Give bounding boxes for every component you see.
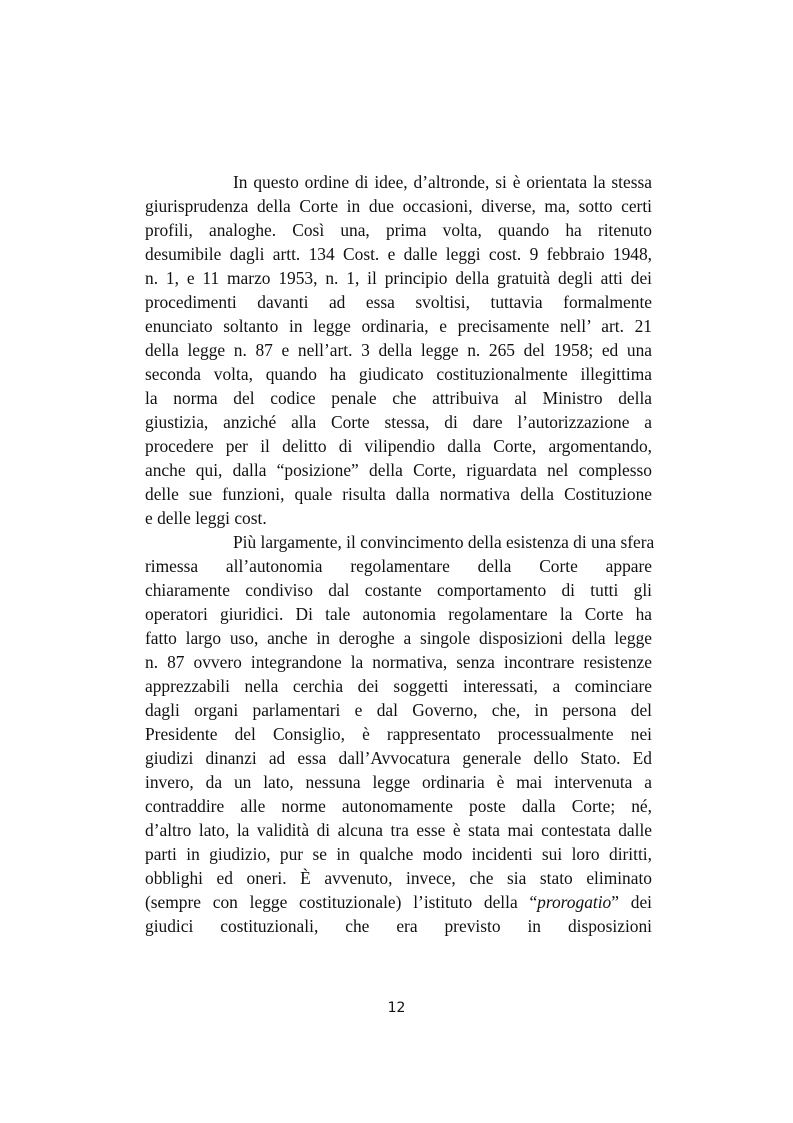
text-line	[145, 890, 652, 914]
page-number: 12	[387, 1000, 406, 1016]
text-line: rimessa all’autonomia regolamentare della Corte appare	[145, 556, 652, 576]
text-line: procedere per il delitto di vilipendio dalla Corte, argomentando,	[145, 436, 652, 456]
text-line: desumibile dagli artt. 134 Cost. e dalle leggi cost. 9 febbraio 1948,	[145, 244, 652, 264]
italic-term: prorogatio	[537, 892, 612, 912]
text-line: e delle leggi cost.	[145, 508, 267, 528]
text-line: operatori giuridici. Di tale autonomia regolamentare la Corte ha	[145, 604, 652, 624]
text-fragment: (sempre con legge costituzionale) l’istituto della “	[145, 892, 538, 912]
text-line: giurisprudenza della Corte in due occasioni, diverse, ma, sotto certi	[145, 196, 652, 216]
text-line: contraddire alle norme autonomamente poste dalla Corte; né,	[145, 796, 652, 816]
text-line: Più largamente, il convincimento della esistenza di una sfera	[233, 532, 655, 552]
paragraph-2	[145, 530, 655, 938]
text-line: fatto largo uso, anche in deroghe a singole disposizioni della legge	[145, 628, 652, 648]
text-line: chiaramente condiviso dal costante comportamento di tutti gli	[145, 580, 652, 600]
text-line: apprezzabili nella cerchia dei soggetti interessati, a cominciare	[145, 676, 652, 696]
text-line: la norma del codice penale che attribuiva al Ministro della	[145, 388, 652, 408]
text-line: seconda volta, quando ha giudicato costituzionalmente illegittima	[145, 364, 652, 384]
document-body	[145, 170, 655, 938]
text-line: giustizia, anziché alla Corte stessa, di dare l’autorizzazione a	[145, 412, 652, 432]
text-line: dagli organi parlamentari e dal Governo, che, in persona del	[145, 700, 652, 720]
text-line: d’altro lato, la validità di alcuna tra esse è stata mai contestata dalle	[145, 820, 652, 840]
text-fragment: ” dei	[611, 892, 652, 912]
text-line: delle sue funzioni, quale risulta dalla normativa della Costituzione	[145, 484, 652, 504]
text-line: obblighi ed oneri. È avvenuto, invece, che sia stato eliminato	[145, 868, 652, 888]
text-line: giudici costituzionali, che era previsto in disposizioni	[145, 916, 652, 936]
text-line: procedimenti davanti ad essa svoltisi, tuttavia formalmente	[145, 292, 652, 312]
text-line: In questo ordine di idee, d’altronde, si è orientata la stessa	[233, 172, 652, 192]
text-line: n. 87 ovvero integrandone la normativa, senza incontrare resistenze	[145, 652, 652, 672]
text-line: parti in giudizio, pur se in qualche modo incidenti sui loro diritti,	[145, 844, 652, 864]
text-line: n. 1, e 11 marzo 1953, n. 1, il principio della gratuità degli atti dei	[145, 268, 652, 288]
text-line: anche qui, dalla “posizione” della Corte, riguardata nel complesso	[145, 460, 652, 480]
text-line: della legge n. 87 e nell’art. 3 della legge n. 265 del 1958; ed una	[145, 340, 652, 360]
text-line: giudizi dinanzi ad essa dall’Avvocatura generale dello Stato. Ed	[145, 748, 652, 768]
paragraph-1	[145, 170, 652, 530]
text-line: profili, analoghe. Così una, prima volta, quando ha ritenuto	[145, 220, 652, 240]
text-line: Presidente del Consiglio, è rappresentato processualmente nei	[145, 724, 652, 744]
text-line: invero, da un lato, nessuna legge ordinaria è mai intervenuta a	[145, 772, 652, 792]
text-line: enunciato soltanto in legge ordinaria, e precisamente nell’ art. 21	[145, 316, 652, 336]
